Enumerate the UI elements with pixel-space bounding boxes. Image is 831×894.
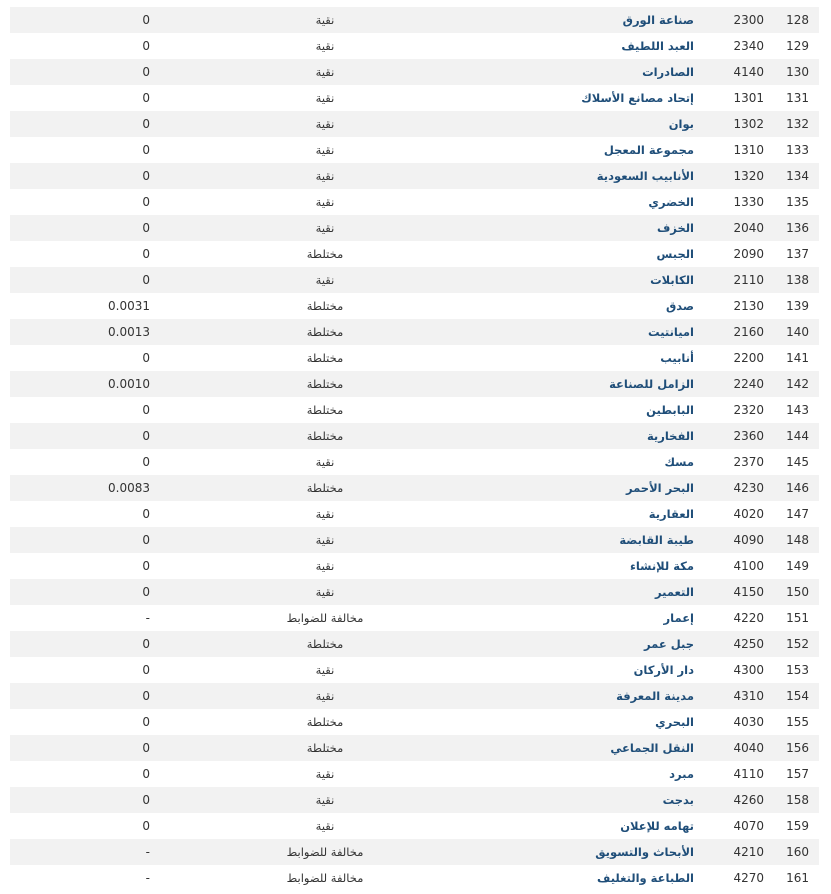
table-row [10,475,819,501]
row-number: 158 [786,793,809,807]
company-name-link[interactable]: طيبة القابضة [619,533,694,547]
table-row [10,423,819,449]
impurity-ratio: 0 [142,195,150,209]
company-name-link[interactable]: مسك [664,455,694,469]
table-row [10,839,819,865]
company-name-link[interactable]: النقل الجماعي [610,741,694,755]
company-name-link[interactable]: تهامه للإعلان [620,819,694,833]
company-name-link[interactable]: الفخارية [646,429,694,443]
table-row [10,709,819,735]
row-number: 132 [786,117,809,131]
company-name-cell [444,215,694,241]
classification: نقية [315,169,335,183]
company-name-link[interactable]: البابطين [646,403,694,417]
company-name-link[interactable]: الأنابيب السعودية [596,169,694,183]
row-number: 149 [786,559,809,573]
impurity-ratio: 0.0013 [108,325,150,339]
table-row [10,631,819,657]
company-code: 4040 [733,741,764,755]
impurity-ratio: 0.0031 [108,299,150,313]
company-name-cell [444,33,694,59]
company-code: 4140 [733,65,764,79]
table-row [10,163,819,189]
table-row [10,735,819,761]
table-row [10,319,819,345]
classification: نقية [315,39,335,53]
company-code: 2090 [733,247,764,261]
company-code: 4020 [733,507,764,521]
impurity-ratio: 0 [142,689,150,703]
company-code: 2300 [733,13,764,27]
impurity-ratio: 0 [142,351,150,365]
company-name-cell [444,501,694,527]
company-name-cell [444,163,694,189]
row-number: 128 [786,13,809,27]
table-row [10,527,819,553]
impurity-ratio: 0 [142,793,150,807]
classification: نقية [315,455,335,469]
company-code: 2360 [733,429,764,443]
company-code: 4220 [733,611,764,625]
row-number: 138 [786,273,809,287]
table-row [10,579,819,605]
row-number: 139 [786,299,809,313]
table-row [10,657,819,683]
row-number: 130 [786,65,809,79]
company-name-link[interactable]: صدق [665,299,694,313]
company-name-cell [444,7,694,33]
company-code: 2320 [733,403,764,417]
company-name-link[interactable]: البحر الأحمر [625,481,694,495]
table-top-edge [10,0,819,7]
company-name-cell [444,605,694,631]
table-row [10,189,819,215]
company-code: 2370 [733,455,764,469]
classification: نقية [315,143,335,157]
impurity-ratio: 0 [142,91,150,105]
company-name-cell [444,709,694,735]
company-code: 4210 [733,845,764,859]
classification: مخالفة للضوابط [286,611,364,625]
company-name-cell [444,189,694,215]
company-code: 4310 [733,689,764,703]
impurity-ratio: 0 [142,403,150,417]
company-code: 4070 [733,819,764,833]
classification: مختلطة [306,247,344,261]
company-code: 2110 [733,273,764,287]
impurity-ratio: - [145,871,150,885]
impurity-ratio: 0 [142,741,150,755]
company-name-cell [444,631,694,657]
classification: نقية [315,221,335,235]
company-name-cell [444,839,694,865]
table-row [10,241,819,267]
row-number: 151 [786,611,809,625]
company-name-cell [444,449,694,475]
classification: نقية [315,533,335,547]
row-number: 146 [786,481,809,495]
company-name-link[interactable]: مكة للإنشاء [629,559,694,573]
row-number: 144 [786,429,809,443]
company-code: 2160 [733,325,764,339]
classification: مختلطة [306,351,344,365]
company-name-cell [444,345,694,371]
company-name-cell [444,735,694,761]
row-number: 134 [786,169,809,183]
classification: نقية [315,13,335,27]
impurity-ratio: 0 [142,533,150,547]
table-row [10,293,819,319]
row-number: 142 [786,377,809,391]
row-number: 129 [786,39,809,53]
company-name-link[interactable]: البحري [655,715,694,729]
row-number: 141 [786,351,809,365]
impurity-ratio: 0 [142,221,150,235]
row-number: 140 [786,325,809,339]
impurity-ratio: 0 [142,169,150,183]
row-number: 161 [786,871,809,885]
row-number: 160 [786,845,809,859]
company-name-link[interactable]: أنابيب [660,351,694,365]
table-row [10,553,819,579]
classification: مختلطة [306,377,344,391]
classification: نقية [315,65,335,79]
classification: نقية [315,689,335,703]
company-name-cell [444,397,694,423]
company-code: 2130 [733,299,764,313]
company-name-link[interactable]: مبرد [669,767,694,781]
company-name-link[interactable]: العبد اللطيف [621,39,694,53]
classification: مختلطة [306,481,344,495]
company-name-link[interactable]: بوان [668,117,694,131]
company-name-link[interactable]: جبل عمر [644,637,694,651]
classification: نقية [315,559,335,573]
company-name-cell [444,761,694,787]
classification: نقية [315,767,335,781]
impurity-ratio: 0 [142,13,150,27]
row-number: 143 [786,403,809,417]
classification: مختلطة [306,429,344,443]
company-name-link[interactable]: العقارية [648,507,694,521]
row-number: 154 [786,689,809,703]
row-number: 155 [786,715,809,729]
row-number: 135 [786,195,809,209]
impurity-ratio: 0 [142,637,150,651]
classification: نقية [315,117,335,131]
impurity-ratio: 0 [142,559,150,573]
impurity-ratio: 0 [142,117,150,131]
table-row [10,397,819,423]
company-name-link[interactable]: إعمار [663,611,694,625]
company-name-cell [444,319,694,345]
row-number: 157 [786,767,809,781]
impurity-ratio: 0 [142,39,150,53]
company-code: 4100 [733,559,764,573]
company-code: 2340 [733,39,764,53]
company-name-link[interactable]: مدينة المعرفة [616,689,694,703]
company-name-cell [444,293,694,319]
impurity-ratio: 0 [142,767,150,781]
company-name-cell [444,475,694,501]
company-name-cell [444,423,694,449]
classification: نقية [315,793,335,807]
company-name-cell [444,241,694,267]
table-row [10,683,819,709]
impurity-ratio: 0 [142,585,150,599]
row-number: 145 [786,455,809,469]
company-name-link[interactable]: إتحاد مصانع الأسلاك [581,91,694,105]
company-name-cell [444,59,694,85]
company-name-link[interactable]: مجموعة المعجل [603,143,694,157]
table-row [10,59,819,85]
company-name-cell [444,371,694,397]
impurity-ratio: 0 [142,65,150,79]
company-code: 1330 [733,195,764,209]
company-name-cell [444,787,694,813]
table-row [10,137,819,163]
row-number: 137 [786,247,809,261]
company-name-link[interactable]: الأبحاث والتسويق [595,845,694,859]
classification: مخالفة للضوابط [286,871,364,885]
classification: نقية [315,195,335,209]
classification: مختلطة [306,325,344,339]
company-code: 4230 [733,481,764,495]
company-name-link[interactable]: الزامل للصناعة [609,377,694,391]
impurity-ratio: 0 [142,273,150,287]
classification: نقية [315,507,335,521]
company-name-cell [444,85,694,111]
company-code: 4090 [733,533,764,547]
company-code: 1320 [733,169,764,183]
row-number: 156 [786,741,809,755]
row-number: 159 [786,819,809,833]
table-row [10,865,819,891]
company-code: 1301 [733,91,764,105]
row-number: 136 [786,221,809,235]
classification: مختلطة [306,741,344,755]
impurity-ratio: 0 [142,819,150,833]
company-name-cell [444,137,694,163]
company-code: 1302 [733,117,764,131]
company-code: 4260 [733,793,764,807]
classification: مخالفة للضوابط [286,845,364,859]
company-name-link[interactable]: دار الأركان [633,663,694,677]
company-name-link[interactable]: بدجت [662,793,694,807]
company-name-link[interactable]: الكابلات [650,273,694,287]
company-code: 4300 [733,663,764,677]
company-name-link[interactable]: اميانتيت [648,325,694,339]
row-number: 131 [786,91,809,105]
row-number: 148 [786,533,809,547]
company-name-cell [444,865,694,891]
impurity-ratio: 0.0083 [108,481,150,495]
row-number: 152 [786,637,809,651]
classification: نقية [315,663,335,677]
company-code: 4150 [733,585,764,599]
impurity-ratio: 0 [142,663,150,677]
impurity-ratio: 0 [142,715,150,729]
row-number: 147 [786,507,809,521]
company-name-link[interactable]: الطباعة والتغليف [597,871,694,885]
impurity-ratio: 0 [142,429,150,443]
table-row [10,85,819,111]
row-number: 150 [786,585,809,599]
table-row [10,33,819,59]
company-name-cell [444,553,694,579]
table-row [10,449,819,475]
table-row [10,215,819,241]
table-row [10,813,819,839]
company-code: 2040 [733,221,764,235]
table-row [10,111,819,137]
company-name-link[interactable]: الصادرات [642,65,694,79]
classification: نقية [315,91,335,105]
company-code: 4270 [733,871,764,885]
impurity-ratio: - [145,611,150,625]
table-row [10,267,819,293]
company-name-link[interactable]: التعمير [654,585,694,599]
classification: نقية [315,585,335,599]
impurity-ratio: 0 [142,455,150,469]
classification: مختلطة [306,715,344,729]
table-row [10,787,819,813]
company-code: 4030 [733,715,764,729]
row-number: 133 [786,143,809,157]
company-name-link[interactable]: الخزف [656,221,694,235]
impurity-ratio: 0 [142,247,150,261]
company-name-link[interactable]: الجبس [656,247,694,261]
impurity-ratio: 0.0010 [108,377,150,391]
company-name-cell [444,683,694,709]
company-code: 4110 [733,767,764,781]
companies-table [10,7,819,891]
company-code: 1310 [733,143,764,157]
company-code: 4250 [733,637,764,651]
table-row [10,605,819,631]
classification: مختلطة [306,299,344,313]
classification: نقية [315,273,335,287]
table-row [10,371,819,397]
company-name-link[interactable]: الخضري [648,195,694,209]
company-name-cell [444,579,694,605]
table-row [10,345,819,371]
classification: نقية [315,819,335,833]
row-number: 153 [786,663,809,677]
table-row [10,7,819,33]
company-code: 2240 [733,377,764,391]
impurity-ratio: - [145,845,150,859]
company-name-cell [444,657,694,683]
company-code: 2200 [733,351,764,365]
company-name-cell [444,813,694,839]
impurity-ratio: 0 [142,143,150,157]
company-name-link[interactable]: صناعة الورق [622,13,694,27]
impurity-ratio: 0 [142,507,150,521]
table-row [10,501,819,527]
table-row [10,761,819,787]
company-name-cell [444,111,694,137]
company-name-cell [444,527,694,553]
classification: مختلطة [306,403,344,417]
company-name-cell [444,267,694,293]
classification: مختلطة [306,637,344,651]
